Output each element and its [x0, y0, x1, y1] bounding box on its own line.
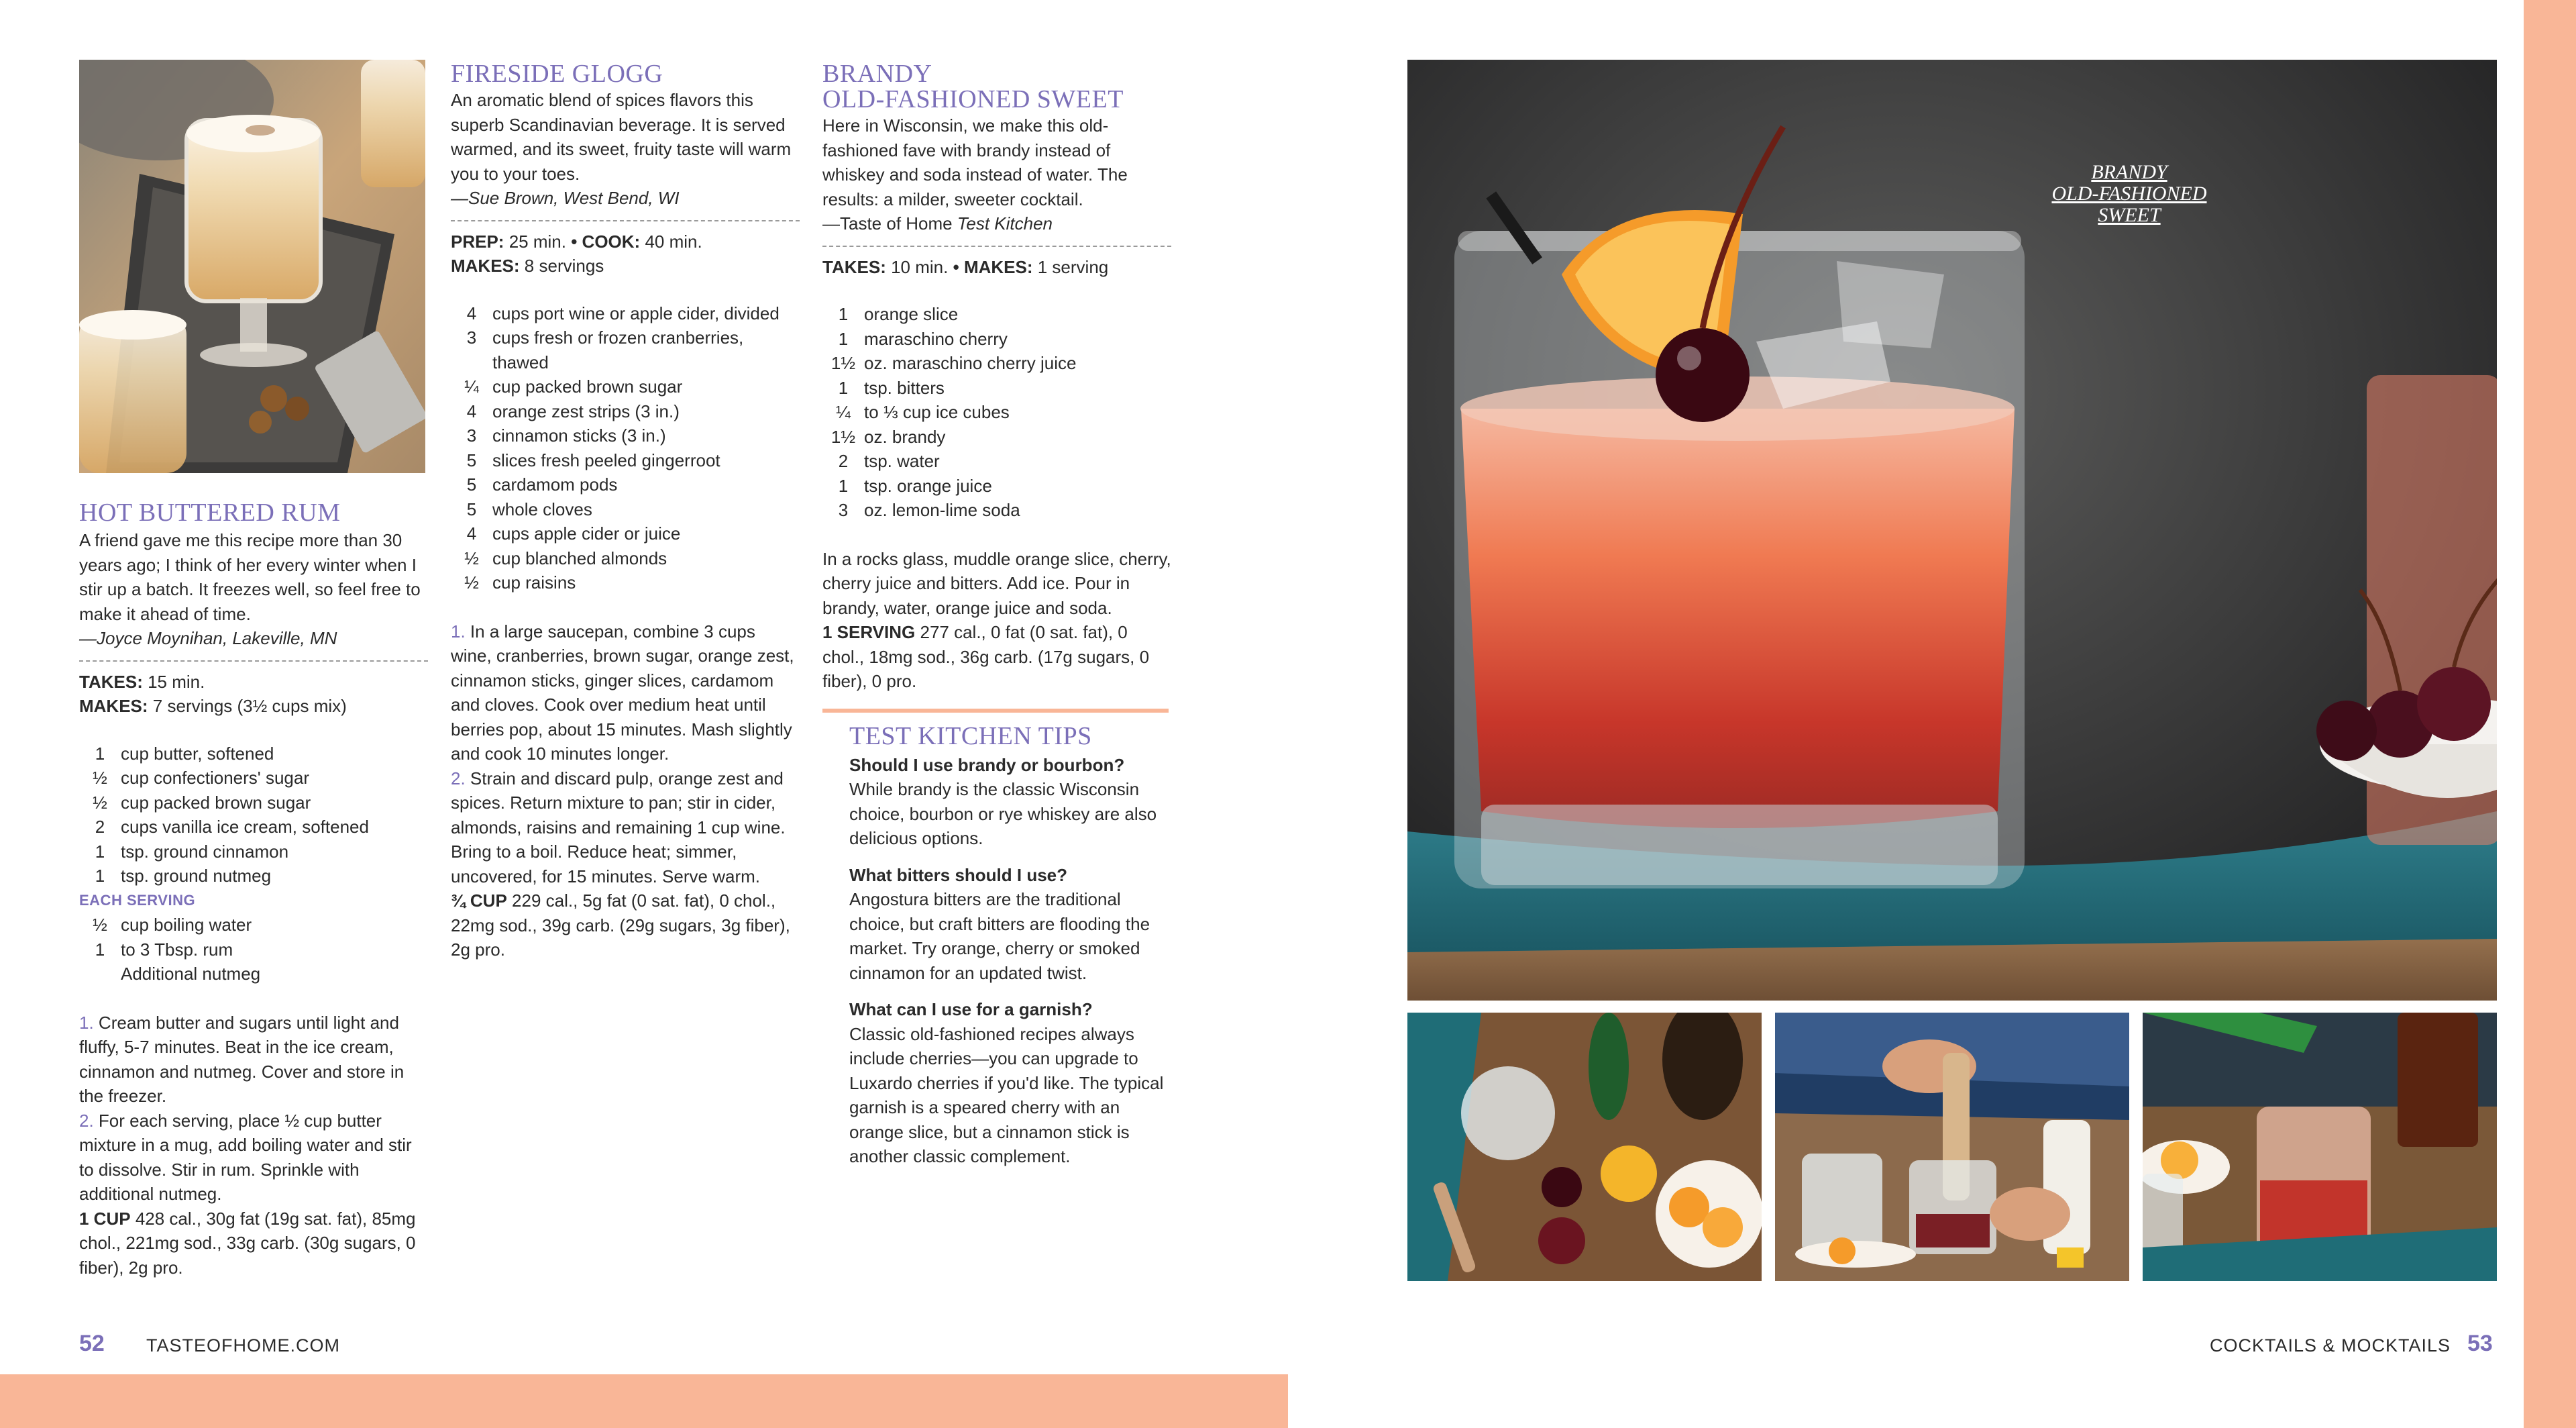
- ingredient-quantity: 1: [838, 304, 849, 324]
- ingredient-quantity: ½: [464, 548, 479, 568]
- ingredient-text: oz. maraschino cherry juice: [864, 353, 1077, 373]
- cocktail-main-image: [1407, 60, 2497, 1001]
- recipe-step: [79, 1109, 428, 1207]
- recipe-brandy-old-fashioned: [822, 0, 1171, 1181]
- ingredient-quantity: 4: [466, 303, 477, 323]
- ingredient-text: tsp. orange juice: [864, 475, 992, 496]
- ingredient-item: [451, 448, 800, 473]
- ingredient-item: [451, 325, 800, 374]
- recipe-attribution: —Sue Brown, West Bend, WI: [451, 188, 680, 208]
- makes-value: 7 servings (3½ cups mix): [152, 696, 347, 716]
- nutrition-text: 428 cal., 30g fat (19g sat. fat), 85mg chol., 221mg sod., 33g carb. (30g sugars, 0 fiber), 2g pro.: [79, 1208, 416, 1278]
- ingredient-quantity: ½: [464, 572, 479, 593]
- step-text: For each serving, place ½ cup butter mixture in a mug, add boiling water and stir to dissolve. Stir in rum. Sprinkle with additional nutmeg.: [79, 1110, 412, 1204]
- divider: [451, 220, 800, 221]
- ingredient-text: cup packed brown sugar: [492, 376, 683, 397]
- ingredient-text: cinnamon sticks (3 in.): [492, 425, 666, 446]
- nutrition-label: 1 SERVING: [822, 622, 916, 642]
- recipe-intro: A friend gave me this recipe more than 30 years ago; I think of her every winter when I stir up a batch. It freezes well, so feel free to make it ahead of time.: [79, 530, 421, 624]
- makes-label: MAKES:: [451, 256, 520, 276]
- ingredient-item: [822, 302, 1171, 327]
- ingredient-list: [451, 301, 800, 595]
- ingredient-item: [79, 937, 428, 962]
- makes-value: 1 serving: [1037, 256, 1109, 277]
- bullet: •: [571, 231, 578, 252]
- ingredient-quantity: 1: [95, 743, 105, 764]
- right-accent-bar: [2524, 0, 2576, 1428]
- recipe-meta: [451, 230, 800, 278]
- ingredient-list: [822, 302, 1171, 523]
- tip-answer: While brandy is the classic Wisconsin choice, bourbon or rye whiskey are also delicious options.: [849, 779, 1157, 848]
- recipe-method: In a rocks glass, muddle orange slice, cherry, cherry juice and bitters. Add ice. Pour in brandy, water, orange juice and soda.: [822, 548, 1171, 618]
- test-kitchen-tips: [822, 723, 1171, 1169]
- recipe-step: [451, 766, 800, 889]
- ingredient-item: [79, 962, 428, 986]
- divider: [79, 660, 428, 662]
- takes-label: TAKES:: [79, 671, 143, 692]
- ingredient-quantity: 4: [466, 523, 477, 544]
- pouring-photo: [2143, 1013, 2497, 1281]
- tip-answer: Angostura bitters are the traditional choice, but craft bitters are flooding the market. Try orange, cherry or smoked cinnamon for an updated twist.: [849, 889, 1150, 983]
- photo-caption-line2: OLD-FASHIONED: [2051, 183, 2207, 205]
- step-text: In a large saucepan, combine 3 cups wine, cranberries, brown sugar, orange zest, cinnamon sticks, ginger slices, cardamom and cloves. Cook over medium heat until berries pop, about 15 minutes. Mash slightly and cook 10 minutes longer.: [451, 621, 794, 764]
- ingredient-quantity: 1: [838, 475, 849, 496]
- step-number: 2.: [451, 768, 466, 788]
- tip-answer: Classic old-fashioned recipes always include cherries—you can upgrade to Luxardo cherries if you'd like. The typical garnish is a speared cherry with an orange slice, but a cinnamon stick is another classic complement.: [849, 1023, 1164, 1166]
- ingredient-quantity: ¼: [464, 376, 479, 397]
- ingredient-quantity: 1: [838, 377, 849, 398]
- recipe-title-line2: OLD-FASHIONED SWEET: [822, 85, 1124, 113]
- ingredient-quantity: 1: [95, 866, 105, 886]
- step-number: 2.: [79, 1110, 94, 1131]
- ingredient-text: cups vanilla ice cream, softened: [121, 817, 369, 837]
- ingredient-quantity: 5: [466, 474, 477, 495]
- recipe-intro: Here in Wisconsin, we make this old-fashioned fave with brandy instead of whiskey and soda instead of water. The results: a milder, sweeter cocktail.: [822, 115, 1128, 209]
- recipe-title: HOT BUTTERED RUM: [79, 499, 341, 527]
- ingredient-quantity: 2: [95, 817, 105, 837]
- ingredient-item: [822, 425, 1171, 450]
- each-serving-heading: EACH SERVING: [79, 891, 196, 909]
- ingredient-item: [79, 839, 428, 864]
- step-text: Cream butter and sugars until light and fluffy, 5-7 minutes. Beat in the ice cream, cinnamon and nutmeg. Cover and store in the freezer.: [79, 1012, 405, 1106]
- right-page: [1288, 0, 2576, 1428]
- recipe-title: [822, 61, 1171, 112]
- ingredient-item: [451, 301, 800, 326]
- divider: [822, 246, 1171, 247]
- step-text: Strain and discard pulp, orange zest and spices. Return mixture to pan; stir in cider, almonds, raisins and remaining 1 cup wine. Bring to a boil. Reduce heat; simmer, uncovered, for 15 minutes. Serve warm.: [451, 768, 786, 886]
- pouring-image: [2143, 1013, 2497, 1281]
- tip-question: What can I use for a garnish?: [849, 999, 1093, 1019]
- makes-label: MAKES:: [79, 696, 148, 716]
- makes-value: 8 servings: [524, 256, 604, 276]
- recipe-steps: [79, 1011, 428, 1207]
- ingredient-item: [451, 497, 800, 522]
- nutrition-facts: [79, 1207, 428, 1280]
- tips-divider: [822, 709, 1169, 713]
- ingredient-item: [822, 400, 1171, 425]
- recipe-hot-buttered-rum: [79, 0, 428, 1280]
- ingredient-quantity: 1: [95, 841, 105, 862]
- ingredient-text: cup raisins: [492, 572, 576, 593]
- ingredient-item: [822, 474, 1171, 499]
- ingredient-quantity: 5: [466, 450, 477, 470]
- prep-label: PREP:: [451, 231, 504, 252]
- photo-caption-line3: SWEET: [2098, 204, 2161, 226]
- ingredient-text: oz. brandy: [864, 426, 946, 447]
- tips-title: TEST KITCHEN TIPS: [849, 721, 1092, 750]
- ingredient-text: cups fresh or frozen cranberries, thawed: [492, 327, 744, 372]
- ingredient-quantity: ½: [93, 768, 107, 788]
- ingredient-text: orange slice: [864, 304, 959, 324]
- muddling-image: [1775, 1013, 2129, 1281]
- ingredient-text: cardamom pods: [492, 474, 618, 495]
- ingredient-item: [451, 521, 800, 546]
- recipe-title-line1: BRANDY: [822, 60, 932, 88]
- hot-buttered-rum-photo: [79, 60, 425, 473]
- ingredient-quantity: 2: [838, 451, 849, 471]
- ingredient-text: cups port wine or apple cider, divided: [492, 303, 780, 323]
- step-number: 1.: [79, 1012, 94, 1033]
- ingredient-text: to 3 Tbsp. rum: [121, 939, 233, 960]
- ingredient-item: [451, 546, 800, 571]
- photo-caption: [1995, 162, 2263, 226]
- recipe-attribution: —Joyce Moynihan, Lakeville, MN: [79, 628, 337, 648]
- recipe-meta: [822, 255, 1171, 280]
- nutrition-text: 277 cal., 0 fat (0 sat. fat), 0 chol., 18mg sod., 36g carb. (17g sugars, 0 fiber), 0 pro.: [822, 622, 1150, 691]
- recipe-step: [451, 619, 800, 766]
- ingredient-quantity: 5: [466, 499, 477, 519]
- recipe-steps: [451, 619, 800, 889]
- recipe-meta: [79, 670, 428, 719]
- ingredient-item: [79, 742, 428, 766]
- ingredient-item: [79, 864, 428, 888]
- nutrition-label: ¾ CUP: [451, 890, 507, 911]
- ingredient-item: [79, 790, 428, 815]
- footer-site: TASTEOFHOME.COM: [146, 1335, 340, 1356]
- step-number: 1.: [451, 621, 466, 642]
- ingredient-quantity: 4: [466, 401, 477, 421]
- nutrition-facts: [822, 620, 1171, 694]
- ingredient-list: [79, 742, 428, 888]
- ingredient-item: [451, 399, 800, 424]
- ingredient-text: Additional nutmeg: [121, 964, 261, 984]
- brandy-old-fashioned-photo: [1407, 60, 2497, 1001]
- page-number: 53: [2467, 1331, 2493, 1356]
- ingredient-text: cups apple cider or juice: [492, 523, 681, 544]
- ingredient-item: [451, 423, 800, 448]
- bullet: •: [953, 256, 959, 277]
- ingredients-image: [1407, 1013, 1762, 1281]
- ingredient-text: tsp. ground nutmeg: [121, 866, 272, 886]
- serving-ingredient-list: [79, 913, 428, 986]
- ingredient-item: [451, 472, 800, 497]
- ingredient-quantity: ¼: [836, 402, 851, 422]
- tip-question: What bitters should I use?: [849, 864, 1068, 885]
- ingredient-item: [79, 913, 428, 937]
- ingredient-text: maraschino cherry: [864, 328, 1008, 349]
- nutrition-label: 1 CUP: [79, 1208, 131, 1229]
- ingredient-text: cup confectioners' sugar: [121, 768, 310, 788]
- ingredient-text: oz. lemon-lime soda: [864, 500, 1020, 520]
- ingredient-quantity: 1: [95, 939, 105, 960]
- ingredient-text: to ⅓ cup ice cubes: [864, 402, 1010, 422]
- takes-value: 15 min.: [148, 671, 205, 692]
- recipe-step: [79, 1011, 428, 1109]
- page-number: 52: [79, 1331, 105, 1356]
- muddling-photo: [1775, 1013, 2129, 1281]
- ingredient-item: [451, 374, 800, 399]
- takes-value: 10 min.: [891, 256, 949, 277]
- recipe-intro: An aromatic blend of spices flavors this superb Scandinavian beverage. It is served warmed, and its sweet, fruity taste will warm you to your toes.: [451, 90, 792, 184]
- ingredient-item: [822, 351, 1171, 376]
- ingredient-text: cup butter, softened: [121, 743, 274, 764]
- photo-caption-line1: BRANDY: [2091, 161, 2167, 183]
- cook-value: 40 min.: [645, 231, 702, 252]
- ingredient-text: slices fresh peeled gingerroot: [492, 450, 720, 470]
- recipe-attribution-italic: Test Kitchen: [957, 213, 1053, 234]
- cook-label: COOK:: [582, 231, 641, 252]
- takes-label: TAKES:: [822, 256, 886, 277]
- ingredient-quantity: 1: [838, 328, 849, 349]
- ingredient-text: whole cloves: [492, 499, 592, 519]
- recipe-attribution: —Taste of Home: [822, 213, 953, 234]
- ingredient-text: tsp. ground cinnamon: [121, 841, 289, 862]
- ingredient-item: [79, 766, 428, 790]
- ingredient-item: [822, 327, 1171, 352]
- ingredient-text: tsp. water: [864, 451, 940, 471]
- prep-value: 25 min.: [508, 231, 566, 252]
- tips-list: [849, 753, 1171, 1169]
- ingredient-item: [79, 815, 428, 839]
- makes-label: MAKES:: [963, 256, 1033, 277]
- ingredient-item: [822, 449, 1171, 474]
- ingredient-text: cup boiling water: [121, 915, 252, 935]
- nutrition-facts: [451, 888, 800, 962]
- ingredient-quantity: 3: [466, 425, 477, 446]
- ingredients-photo: [1407, 1013, 1762, 1281]
- recipe-title: FIRESIDE GLOGG: [451, 60, 663, 88]
- tip-question: Should I use brandy or bourbon?: [849, 754, 1125, 775]
- ingredient-quantity: 3: [838, 500, 849, 520]
- ingredient-quantity: 3: [466, 327, 477, 348]
- ingredient-item: [451, 570, 800, 595]
- ingredient-quantity: [79, 962, 121, 986]
- ingredient-quantity: 1½: [830, 426, 856, 447]
- ingredient-text: cup packed brown sugar: [121, 792, 311, 813]
- ingredient-item: [822, 498, 1171, 523]
- recipe-fireside-glogg: [451, 0, 800, 962]
- ingredient-quantity: 1½: [830, 353, 856, 373]
- ingredient-text: tsp. bitters: [864, 377, 945, 398]
- footer-section: COCKTAILS & MOCKTAILS: [2210, 1335, 2451, 1356]
- ingredient-quantity: ½: [93, 792, 107, 813]
- ingredient-text: cup blanched almonds: [492, 548, 667, 568]
- ingredient-quantity: ½: [93, 915, 107, 935]
- ingredient-item: [822, 376, 1171, 401]
- ingredient-text: orange zest strips (3 in.): [492, 401, 680, 421]
- bottom-accent-bar: [0, 1374, 1288, 1428]
- hot-buttered-rum-image: [79, 60, 425, 473]
- nutrition-text: 229 cal., 5g fat (0 sat. fat), 0 chol., 22mg sod., 39g carb. (29g sugars, 3g fiber), 2g pro.: [451, 890, 790, 960]
